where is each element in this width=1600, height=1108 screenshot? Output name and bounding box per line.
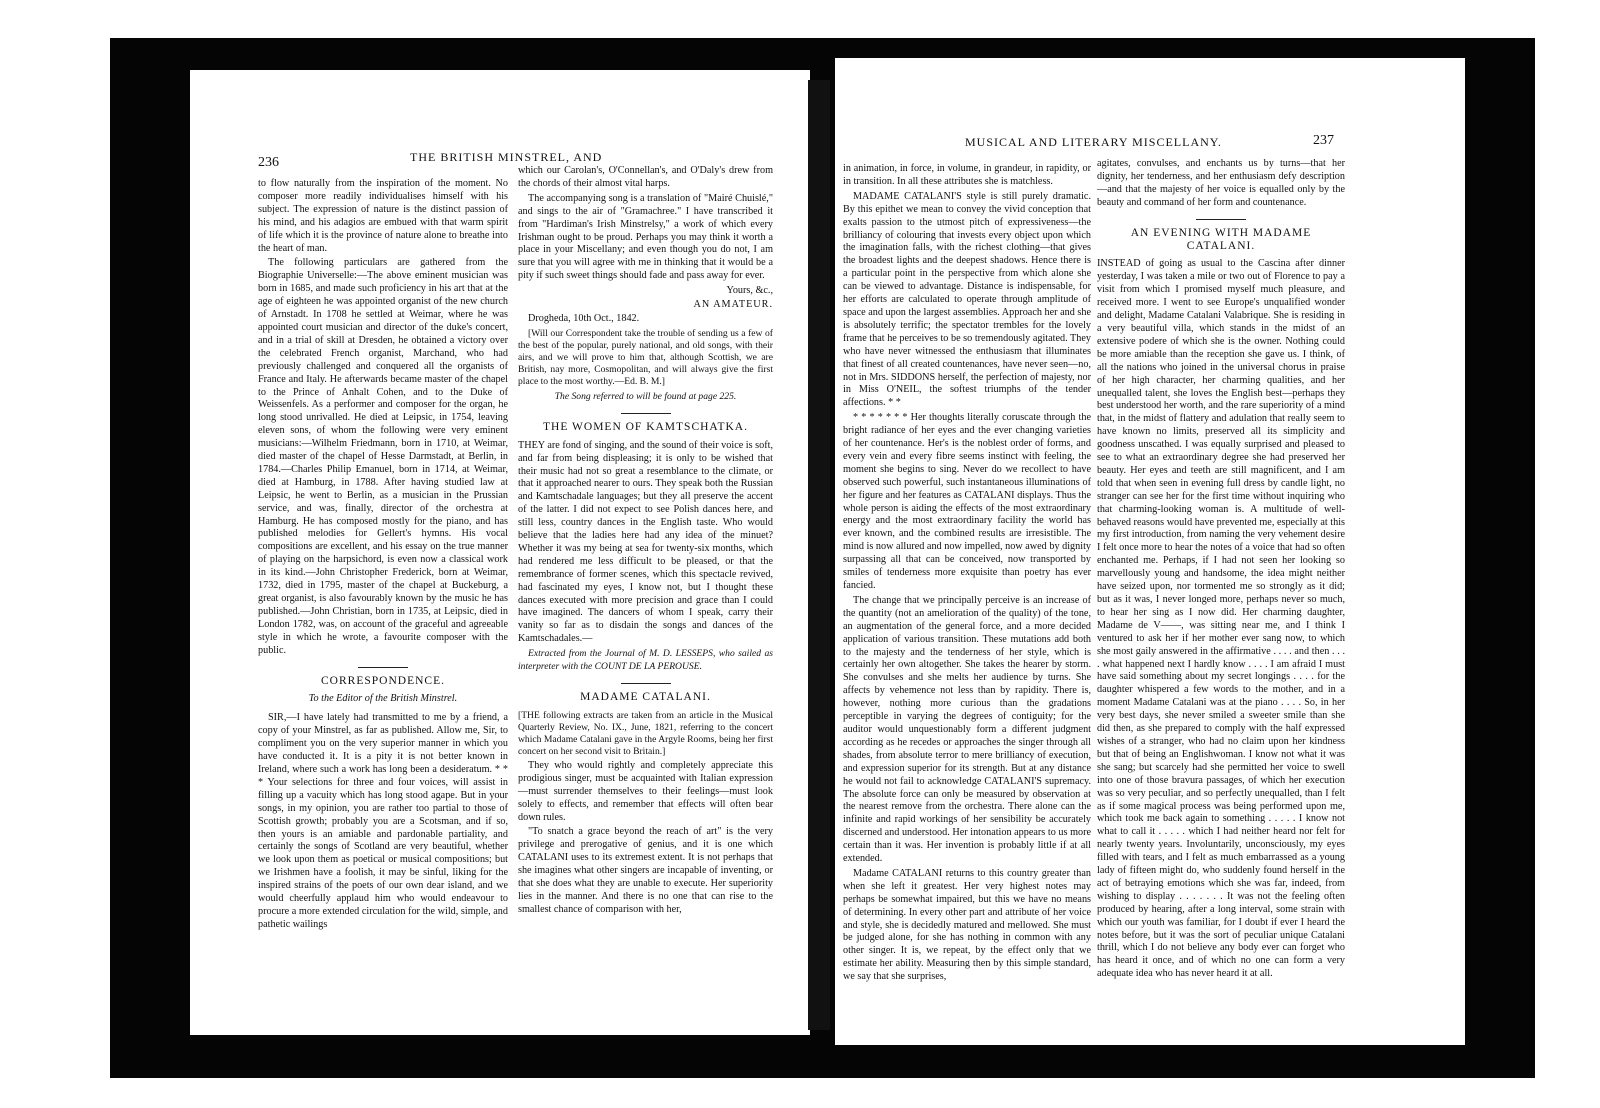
paragraph: SIR,—I have lately had transmitted to me by a friend, a copy of your Minstrel, as far as published. Allow me, Sir, to compliment you on the very superior manner in which you have conducted it. It is a pity it is not better known in Ireland, where such a work has long been a desideratum. * * * Your selections for three and four voices, will assist in filling up a vacuity which has long stood agape. But in your songs, in my opinion, you are rather too partial to those of Scottish growth; probably you are a Scotsman, and if so, then yours is an amiable and pardonable partiality, and certainly the songs of Scotland are very beautiful, whether we look upon them as poetical or musical compositions; but we Irishmen have a foolish, it may be sinful, liking for the inspired strains of the poets of our own dear island, and we would cheerfully applaud him who would endeavour to procure a more extended circulation for the wild, simple, and pathetic wailings <box>258 712 508 930</box>
running-head: THE BRITISH MINSTREL, AND <box>410 150 603 164</box>
song-reference: The Song referred to will be found at page 225. <box>554 390 737 402</box>
section-heading: MADAME CATALANI. <box>580 691 711 703</box>
divider <box>621 683 671 684</box>
right-column-1 <box>843 163 1091 986</box>
right-column-2 <box>1097 158 1345 983</box>
paragraph: The following particulars are gathered from the Biographie Universelle:—The above eminent musician was born in 1685, and made such proficiency in his art that at the age of eighteen he was appointed organist of the new church of Arnstadt. In 1708 he settled at Weimar, where he was appointed court musician and director of the duke's concert, and in a trial of skill at Dresden, he obtained a victory over the celebrated French organist, Marchand, who had previously challenged and conquered all the organists of France and Italy. He afterwards became master of the chapel to the Prince of Anhalt Cohen, and to the Duke of Weissenfels. As a performer and composer for the organ, he long stood unrivalled. He died at Leipsic, in 1754, leaving eleven sons, of whom the following were very eminent musicians:—Wilhelm Friedmann, born in 1710, at Weimar, died master of the chapel of Hesse Darmstadt, at Berlin, in 1784.—Charles Philip Emanuel, born in 1714, at Weimar, died at Hamburg, in 1788. After having studied law at Leipsic, he went to Berlin, as a musician in the Prussian service, and was, finally, director of the orchestra at Hamburg. He has composed mostly for the piano, and has published melodies for Gellert's hymns. His vocal compositions are excellent, and his essay on the true manner of playing on the harpsichord, is even now a classical work in its kind.—John Christopher Frederick, born at Weimar, 1732, died in 1795, master of the chapel at Buckeburg, a great organist, is also favourably known by the music he has published.—John Christian, born in 1735, at Leipsic, died in London 1782, was, on account of the graceful and agreeable style in which he wrote, a favourite composer with the public. <box>258 257 508 656</box>
page-number: 236 <box>258 155 279 170</box>
left-page <box>190 70 810 1035</box>
editor-note: [Will our Correspondent take the trouble of sending us a few of the best of the popular, purely national, and old songs, with their airs, and we will prove to him that, although Scottish, we are British, nay more, Cosmopolitan, and will always give the first place to the most worthy.—Ed. B. M.] <box>518 327 773 387</box>
intro-note: [THE following extracts are taken from an article in the Musical Quarterly Review, No. IX., June, 1821, referring to the concert which Madame Catalani gave in the Argyle Rooms, being her first concert on her second visit to Britain.] <box>518 709 773 757</box>
divider <box>358 667 408 668</box>
paragraph: "To snatch a grace beyond the reach of art" is the very privilege and prerogative of genius, and it is one which CATALANI uses to its extremest extent. It is not perhaps that she imagines what other singers are incapable of inventing, or that she does what they are unable to execute. Her superiority lies in the manner. And there is no one that can rise to the smallest chance of comparison with her, <box>518 826 773 915</box>
closing: Yours, &c., <box>726 285 773 297</box>
divider <box>621 413 671 414</box>
paragraph: THEY are fond of singing, and the sound of their voice is soft, and far from being displeasing; it is only to be wished that their music had not so great a resemblance to the climate, or that it approached nearer to ours. They speak both the Russian and Kamtschadale languages; but they all preserve the accent of the latter. I did not expect to see Polish dances here, and still less, country dances in the English taste. Who would believe that the ladies here had any idea of the minuet? Whether it was my being at sea for twenty-six months, which had rendered me less difficult to be pleased, or that the remembrance of former scenes, which this spectacle revived, had fascinated my eyes, I know not, but I thought these dances executed with more precision and grace than I could have imagined. The dancers of whom I speak, carry their vanity so far as to disdain the songs and dances of the Kamtschadales.— <box>518 439 773 645</box>
paragraph: INSTEAD of going as usual to the Cascina after dinner yesterday, I was taken a mile or two out of Florence to pay a visit from which I promised myself much pleasure, and received more. I went to see Europe's unqualified wonder and delight, Madame Catalani Valabrique. She is residing in a very beautiful villa, which stands in the midst of an extensive podere of which she is the owner. Nothing could be more amiable than the reception she gave us. I think, of all the nations who joined in the universal chorus in praise of her high character, her charming qualities, and her unequalled talent, she loves the English best—perhaps they best understood her worth, and the rare superiority of a mind that, in the midst of flattery and adulation that really seem to have known no limits, preserved all its simplicity and goodness unscathed. I was equally surprised and pleased to see to what an extraordinary degree she had preserved her beauty. Her eyes and teeth are still magnificent, and I am told that when seen in evening full dress by candle light, no stranger can see her for the first time without inquiring who that charming-looking woman is. A multitude of well-behaved reasons would have prevented me, especially at this my first introduction, from naming the very vehement desire I felt once more to hear the notes of a voice that had so often enchanted me. Perhaps, if I had not seen her looking so marvellously young and handsome, the idea might neither have seized upon, nor tormented me so strongly as it did; but as it was, I never longed more, perhaps never so much, to hear her sing as I now did. Her charming daughter, Madame de V——, was sitting near me, and I think I ventured to ask her if her mother ever sang now, to which she most gaily answered in the affirmative . . . . and then . . . . what happened next I hardly know . . . . I am afraid I must have said something about my secret longings . . . . for the daughter whispered a few words to the mother, and in a moment Madame Catalani was at the piano . . . . So, in her very best days, she never smiled a sweeter smile than she did then, as she prepared to comply with the half expressed wishes of a stranger, who had no claim upon her kindness but that of being an Englishwoman. I know not what it was she sang; but scarcely had she permitted her voice to swell into one of those bravura passages, of which her execution was so very peculiar, and so perfectly unequalled, than I felt as if some magical process was being performed upon me, which took me back again to something . . . . . I know not what to call it . . . . . which I had neither heard nor felt for nearly twenty years. Involuntarily, unconsciously, my eyes filled with tears, and I felt as much embarrassed as a young lady of fifteen might do, who suddenly found herself in the act of betraying emotions which she was far, indeed, from wishing to display . . . . . . . It was not the feeling often produced by hearing, after a long interval, some strain with which our youth was familiar, for I doubt if ever I heard the notes before, but it was the sort of peculiar unique Catalani thrill, which I do not believe any body ever can forget who has heard it once, and of which no one can form a very adequate idea who has never heard it at all. <box>1097 258 1345 980</box>
paragraph: Madame CATALANI returns to this country greater than when she left it greatest. Her very highest notes may perhaps be somewhat impaired, but this we have no means of determining. In every other part and attribute of her voice and style, she is decidedly matured and mellowed. She must be judged alone, for she has nothing in common with any other singer. It is, we repeat, by the effect only that we estimate her ability. Measuring then by this simple standard, we say that she surprises, <box>843 867 1091 983</box>
divider <box>1196 219 1246 220</box>
source-note: Extracted from the Journal of M. D. LESSEPS, who sailed as interpreter with the COUNT DE LA PEROUSE. <box>518 648 773 673</box>
left-column-2 <box>518 165 773 919</box>
paragraph: They who would rightly and completely appreciate this prodigious singer, must be acquainted with Italian expression—must surrender themselves to their feelings—must look solely to effects, and remember that effects will often bear down rules. <box>518 759 773 823</box>
paragraph: to flow naturally from the inspiration of the moment. No composer more readily individualises himself with his subject. The expression of nature is the distinct passion of his mind, and his adagios are embued with that warm spirit of life which it is the province of nature alone to breathe into the heart of man. <box>258 178 508 254</box>
right-page <box>835 58 1465 1045</box>
page-number: 237 <box>1313 133 1334 148</box>
section-heading: CORRESPONDENCE. <box>321 674 445 687</box>
paragraph: The accompanying song is a translation of "Mairé Chuislé," and sings to the air of "Gramachree." I have transcribed it from "Hardiman's Irish Minstrelsy," a work of which every Irishman ought to be proud. Perhaps you may think it worth a place in your Miscellany; and even though you do not, I am sure that you will agree with me in thinking that it would be a pity if such sweet things should fade and pass away for ever. <box>518 192 773 282</box>
dateline: Drogheda, 10th Oct., 1842. <box>528 312 640 324</box>
paragraph: MADAME CATALANI'S style is still purely dramatic. By this epithet we mean to convey the vivid conception that exalts passion to the utmost pitch of expressiveness—the brilliancy of colouring that invests every object upon which the imagination falls, with the richest clothing—that gives the broadest lights and the deepest shadows. Hence there is a particular point in the perspective from which alone she can be viewed to advantage. Distance is indispensable, for her efforts are calculated to operate through amplitude of space and upon the largest assemblies. Approach her and she is absolutely terrific; the spectator trembles for the lovely frame that he perceives to be so tremendously agitated. They who have never witnessed the enthusiasm that illuminates that finest of all created countenances, have never seen—no, not in Mrs. SIDDONS herself, the perfection of majesty, nor in Miss O'NEIL, the softest triumphs of the tender affections. * * <box>843 190 1091 409</box>
paragraph: agitates, convulses, and enchants us by turns—that her dignity, her tenderness, and her enthusiasm defy description—and that the majesty of her voice is equalled only by the beauty and command of her form and countenance. <box>1097 158 1345 208</box>
book-gutter <box>808 80 830 1030</box>
paragraph: The change that we principally perceive is an increase of the quantity (not an amelioration of the quality) of the tone, an augmentation of the general force, and a more decided application of various transition. These mutations add both to the majesty and the tenderness of her style, which is certainly her own altogether. She takes the hearer by storm. She convulses and she melts her audience by turns. She affects by vehemence not less than by rapidity. There is, however, nothing more curious than the gradations perceptible in varying the degrees of contiguity; for the auditor would unquestionably form a different judgment according as he recedes or approaches the singer through all shades, from absolute terror to mere brilliancy of execution, and expression superior for its strength. But at any distance he would not fail to acknowledge CATALANI'S supremacy. The absolute force can only be measured by observation at the nearest remove from the orchestra. There alone can the infinite and rapid workings of her sensibility be accurately discerned and understood. Her intonation appears to us more certain than it was. Her invention is probably little if at all extended. <box>843 594 1091 865</box>
running-head: MUSICAL AND LITERARY MISCELLANY. <box>965 135 1222 149</box>
paragraph: * * * * * * * Her thoughts literally coruscate through the bright radiance of her eyes and the ever changing varieties of her countenance. Her's is the noblest order of forms, and every vein and every fibre seems instinct with feeling, the moment she begins to sing. Never do we recollect to have observed such powerful, such instantaneous illuminations of her figure and her features as CATALANI displays. Thus the whole person is aiding the effects of the most extraordinary energy and the most extraordinary facility the world has ever known, and the combined results are irresistible. The mind is now allured and now impelled, now awed by dignity surpassing all that can be conceived, now transported by smiles of tenderness more exquisite than poetry has ever fancied. <box>843 412 1091 591</box>
section-heading: AN EVENING WITH MADAME CATALANI. <box>1130 226 1312 252</box>
section-heading: THE WOMEN OF KAMTSCHATKA. <box>543 420 748 433</box>
section-subheading: To the Editor of the British Minstrel. <box>308 693 458 705</box>
paragraph: in animation, in force, in volume, in grandeur, in rapidity, or in transition. In all these attributes she is matchless. <box>843 163 1091 187</box>
left-column-1 <box>258 178 508 934</box>
signature: AN AMATEUR. <box>693 299 773 311</box>
paragraph: which our Carolan's, O'Connellan's, and O'Daly's drew from the chords of their almost vital harps. <box>518 165 773 189</box>
